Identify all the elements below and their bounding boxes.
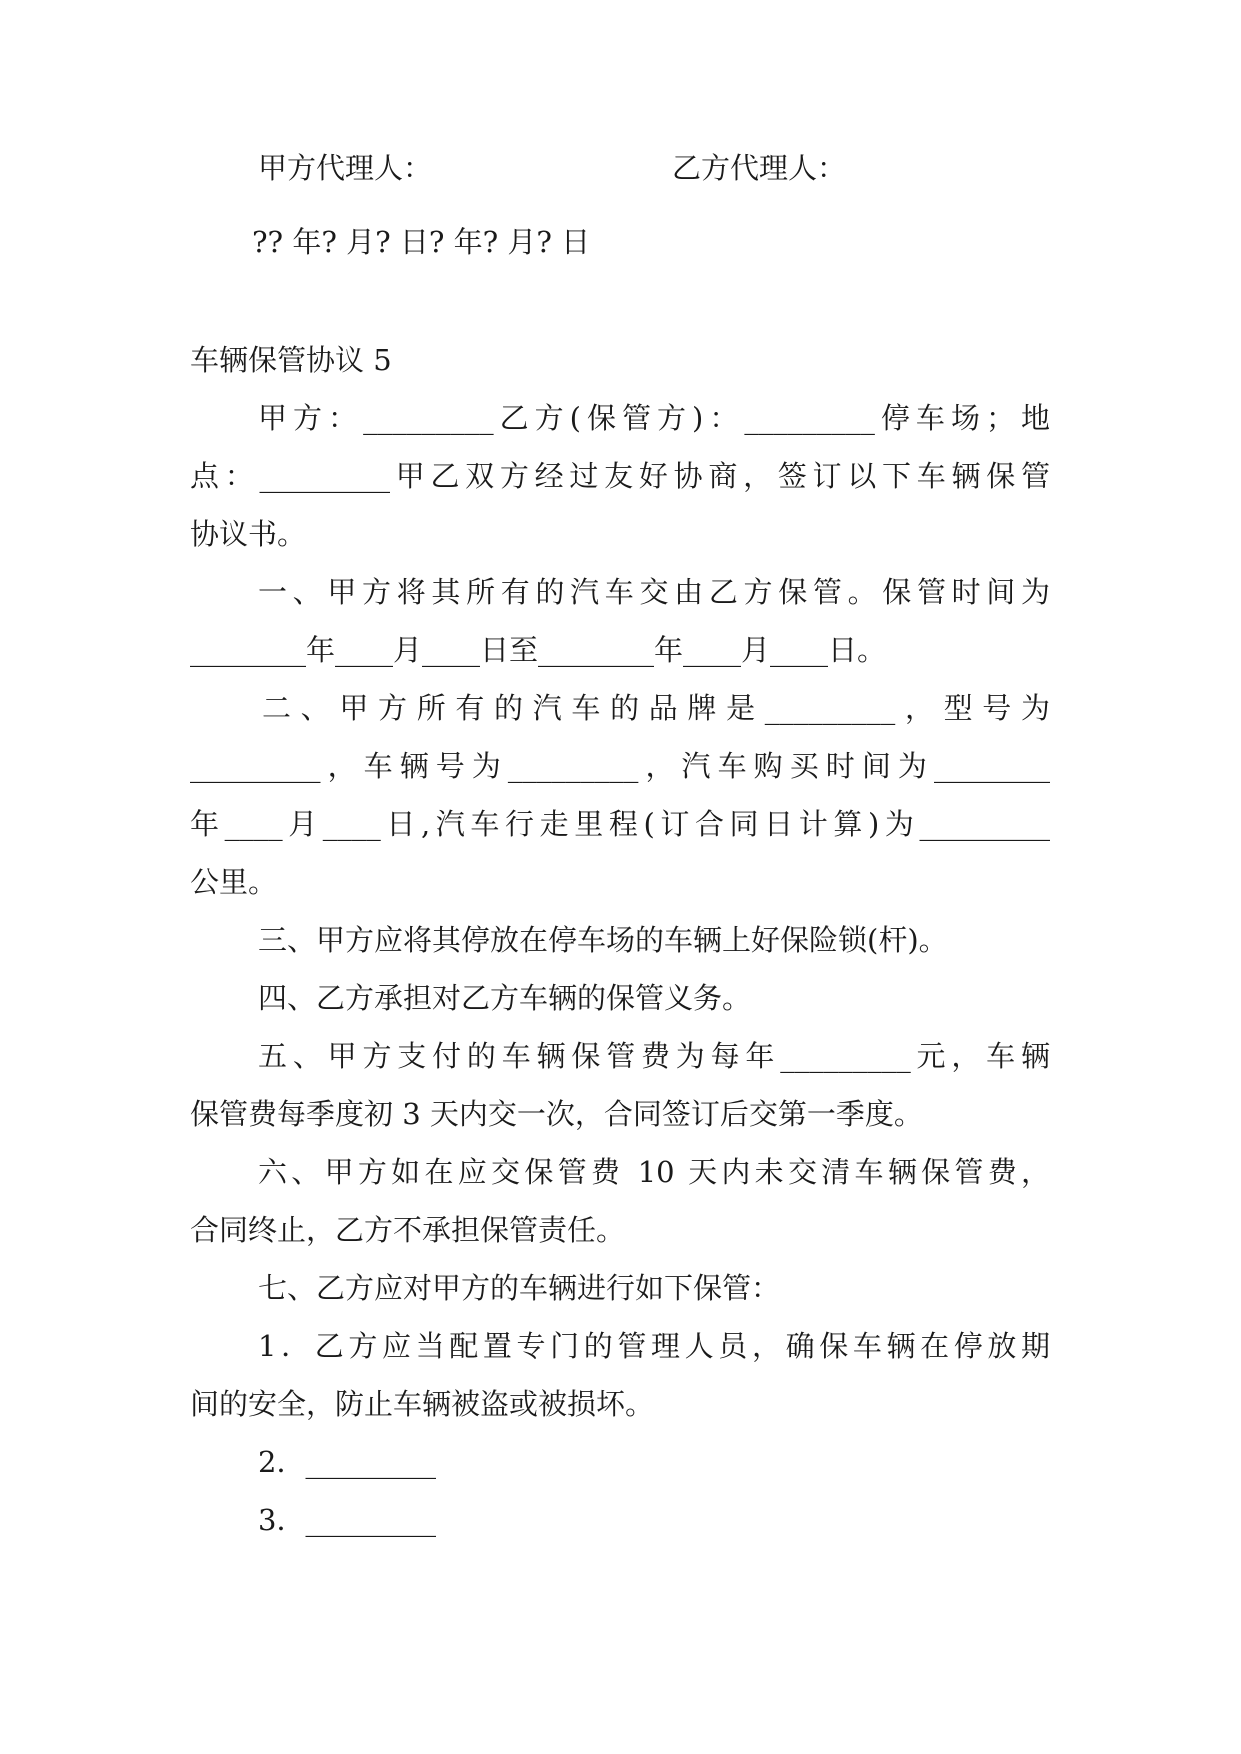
item-2: 2．_________ bbox=[258, 1445, 436, 1479]
item-1-line-2: 间的安全，防止车辆被盗或被损坏。 bbox=[190, 1387, 655, 1421]
clause-1-line-1: 一、甲方将其所有的汽车交由乙方保管。保管时间为 bbox=[258, 575, 1050, 609]
clause-6-line-2: 合同终止，乙方不承担保管责任。 bbox=[190, 1213, 626, 1247]
clause-2-line-1: 二、甲方所有的汽车的品牌是_________，型号为 bbox=[262, 691, 1050, 725]
item-3: 3．_________ bbox=[258, 1503, 436, 1537]
intro-line-3: 协议书。 bbox=[190, 517, 307, 551]
party-a-agent-label: 甲方代理人： bbox=[258, 151, 433, 185]
signature-date-line: ?? 年? 月? 日? 年? 月? 日 bbox=[252, 225, 591, 259]
clause-2-line-4: 公里。 bbox=[190, 865, 278, 899]
clause-2-line-3: 年____月____日,汽车行走里程(订合同日计算)为_________ bbox=[190, 807, 1050, 841]
intro-line-2: 点：_________甲乙双方经过友好协商，签订以下车辆保管 bbox=[190, 459, 1050, 493]
clause-7: 七、乙方应对甲方的车辆进行如下保管： bbox=[258, 1271, 781, 1305]
clause-6-line-1: 六、甲方如在应交保管费 10 天内未交清车辆保管费， bbox=[258, 1155, 1050, 1189]
clause-5-line-2: 保管费每季度初 3 天内交一次，合同签订后交第一季度。 bbox=[190, 1097, 923, 1131]
clause-5-line-1: 五、甲方支付的车辆保管费为每年_________元，车辆 bbox=[258, 1039, 1050, 1073]
clause-1-line-2: ________年____月____日至________年____月____日。 bbox=[190, 633, 887, 667]
clause-3: 三、甲方应将其停放在停车场的车辆上好保险锁(杆)。 bbox=[258, 923, 948, 957]
intro-line-1: 甲方：_________乙方(保管方)：_________停车场；地 bbox=[258, 401, 1050, 435]
clause-4: 四、乙方承担对乙方车辆的保管义务。 bbox=[258, 981, 752, 1015]
clause-2-line-2: _________，车辆号为_________，汽车购买时间为________ bbox=[190, 749, 1050, 783]
agreement-title: 车辆保管协议 5 bbox=[190, 343, 392, 377]
item-1-line-1: 1．乙方应当配置专门的管理人员，确保车辆在停放期 bbox=[258, 1329, 1050, 1363]
party-b-agent-label: 乙方代理人： bbox=[672, 151, 847, 185]
